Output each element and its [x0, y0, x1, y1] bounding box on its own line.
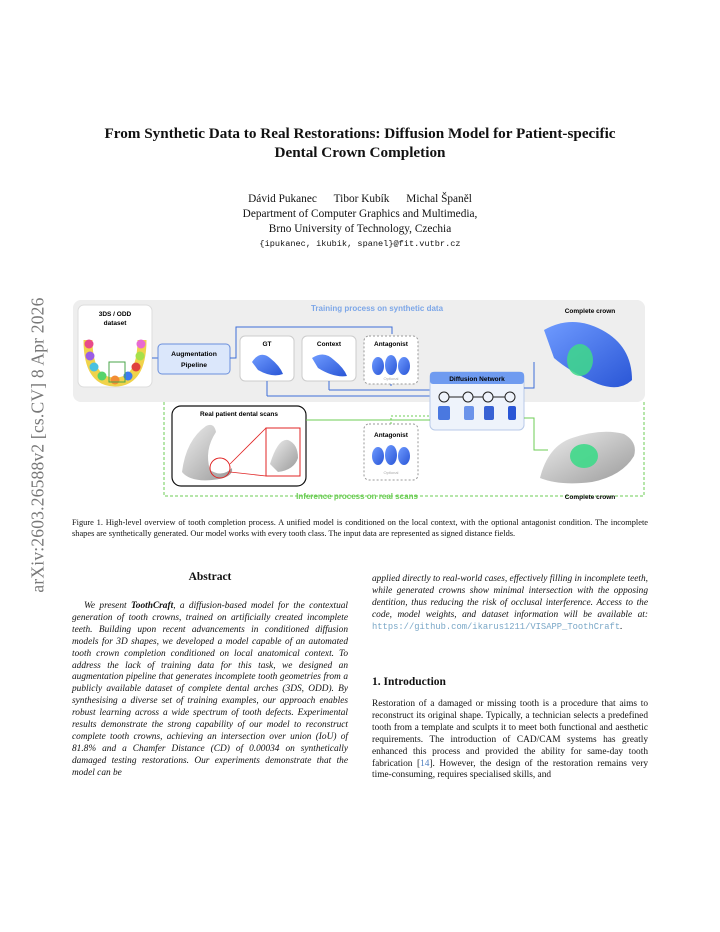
author-emails: {ipukanec, ikubik, spanel}@fit.vutbr.cz — [259, 239, 461, 249]
gt-label: GT — [262, 341, 272, 348]
inference-label: Inference process on real scans — [296, 492, 418, 501]
augmentation-label-2: Pipeline — [180, 362, 208, 369]
antagonist-teeth-icon — [372, 355, 410, 375]
dataset-label-1: 3DS / ODD — [98, 311, 132, 318]
affiliation-line-1: Department of Computer Graphics and Multimedia, — [242, 208, 478, 220]
title-line-2: Dental Crown Completion — [274, 144, 446, 161]
antagonist2-label: Antagonist — [374, 432, 408, 439]
intro-text-2: ]. However, the design of the restoration remains very time-consuming, requires specialised skills, and — [372, 758, 648, 781]
author-1: Dávid Pukanec — [248, 193, 317, 205]
abstract-text-2: , a diffusion-based model for the contextual generation of tooth crowns, trained on artificially created incomplete teeth. Building upon recent advancements in conditioned diffusion models for 3D shapes, we developed a model capable of an automated tooth crown completion conditioned on local anatomical context. To address the lack of training data for this task, we designed an augmentation pipeline that generates incomplete tooth geometries from a publicly available dataset of complete dental arches (3DS, ODD). By synthesising a diverse set of training examples, our approach enables robust learning across a wide spectrum of tooth defects. Experimental results demonstrate the strong capability of our model to reconstruct complete tooth crowns, achieving an intersection over union (IoU) of 81.8% and a Chamfer Distance (CD) of 0.00034 on synthetically damaged testing restorations. Our experiments demonstrate that the model can be — [72, 601, 349, 778]
model-name: ToothCraft — [130, 601, 174, 611]
augmentation-label-1: Augmentation — [171, 351, 217, 358]
author-names — [110, 192, 610, 207]
context-label: Context — [316, 341, 342, 348]
introduction-paragraph — [372, 699, 648, 782]
abstract-heading: Abstract — [188, 571, 232, 583]
optional2-label: Optional — [383, 470, 399, 475]
augmentation-box — [158, 344, 230, 374]
arxiv-id: arXiv:2603.26588v2 [cs.CV] 8 Apr 2026 — [27, 297, 48, 593]
complete-crown-bottom-label: Complete crown — [564, 494, 616, 501]
training-label: Training process on synthetic data — [310, 304, 444, 313]
abstract-text-4: . — [620, 621, 623, 632]
abstract-paragraph — [72, 601, 348, 780]
optional-label: Optional — [383, 376, 399, 381]
complete-crown-top-label: Complete crown — [564, 308, 616, 315]
figure-1 — [72, 300, 648, 508]
real-scans-label: Real patient dental scans — [199, 411, 279, 418]
author-3: Michal Španěl — [406, 193, 472, 205]
diffusion-label: Diffusion Network — [449, 376, 505, 383]
paper-title — [60, 124, 660, 162]
repository-link[interactable]: https://github.com/ikarus1211/VISAPP_ToothCraft — [372, 621, 621, 632]
abstract-text-1: We present — [84, 601, 131, 611]
crown-highlight-bottom — [570, 444, 598, 468]
abstract-continued — [372, 574, 648, 634]
abstract-text-3: applied directly to real-world cases, effectively filling in incomplete teeth, while generated crowns show minimal intersection with the opposing dentition, thus reducing the risk of occlusal interference. Access to the code, model weights, and dataset information will be available at: — [372, 574, 648, 620]
intro-text-1: Restoration of a damaged or missing tooth is a procedure that aims to reconstruct its original shape. Typically, a technician selects a predefined tooth from a template and sculpts it to meet both functional and aesthetic requirements. The introduction of CAD/CAM systems has greatly enhanced this process and provided the ability for same-day tooth fabrication [ — [372, 699, 648, 769]
figure-caption: Figure 1. High-level overview of tooth completion process. A unified model is conditioned on the local context, with the optional antagonist condition. The incomplete shapes are synthetically generated. Our model works with every tooth class. The input data are represented as signed distance fields. — [72, 518, 648, 538]
crown-highlight-top — [567, 344, 593, 376]
dataset-label-2: dataset — [103, 320, 127, 327]
title-line-1: From Synthetic Data to Real Restorations: Diffusion Model for Patient-specific — [104, 125, 616, 142]
abstract-paragraph-continued — [372, 574, 648, 634]
antagonist2-teeth-icon — [372, 445, 410, 465]
citation-14[interactable]: 14 — [420, 758, 430, 769]
arxiv-sidebar — [18, 265, 58, 625]
author-2: Tibor Kubík — [333, 193, 390, 205]
abstract-body — [72, 601, 348, 780]
antagonist-label: Antagonist — [374, 341, 408, 348]
introduction-body — [372, 699, 648, 782]
affiliation-line-2: Brno University of Technology, Czechia — [268, 223, 452, 235]
introduction-heading: 1. Introduction — [372, 676, 446, 688]
author-block — [110, 192, 610, 252]
